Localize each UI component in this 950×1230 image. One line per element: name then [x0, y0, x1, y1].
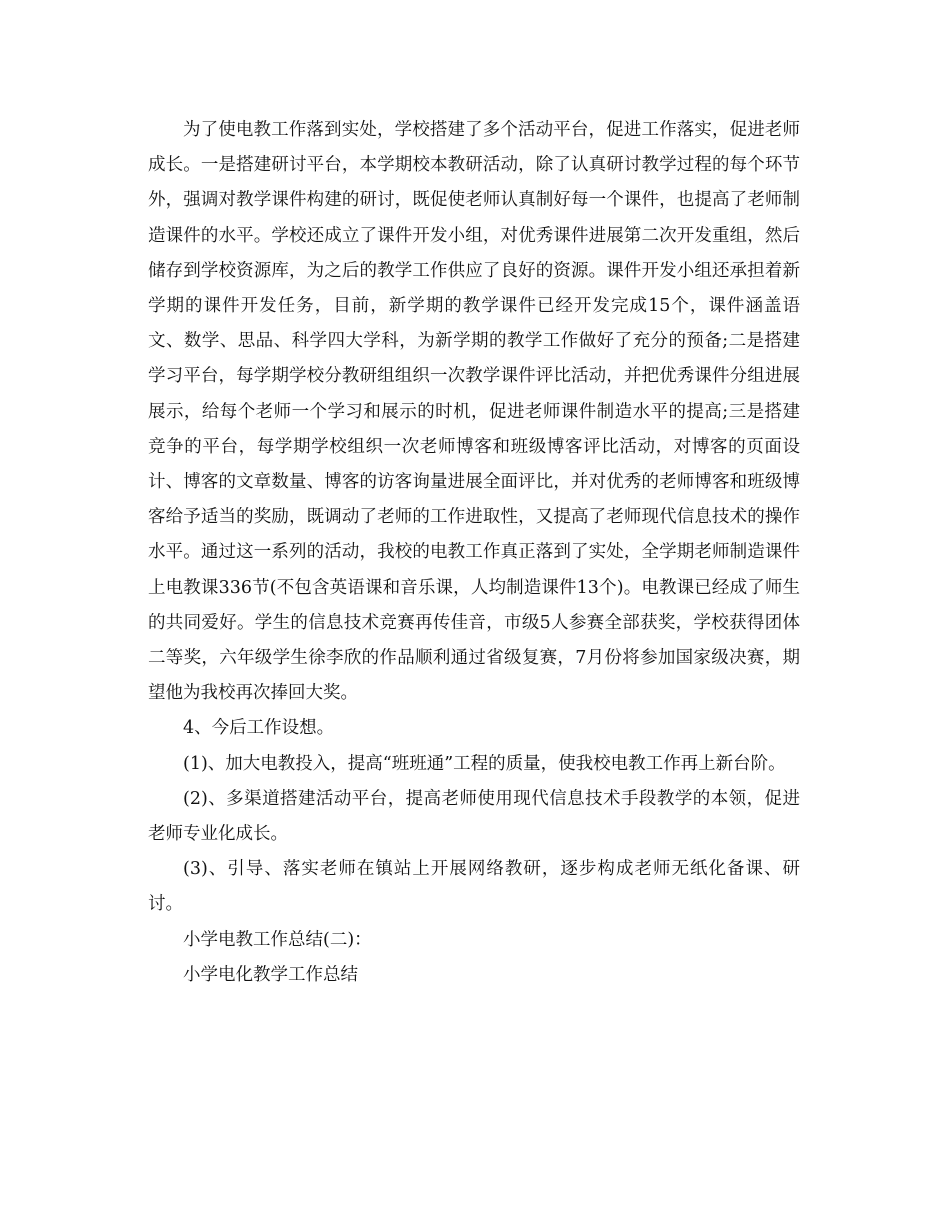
body-paragraph-platforms: 为了使电教工作落到实处，学校搭建了多个活动平台，促进工作落实，促进老师成长。一是搭建研讨平台，本学期校本教研活动，除了认真研讨教学过程的每个环节外，强调对教学课件构建的研讨，既促使老师认真制好每一个课件，也提高了老师制造课件的水平。学校还成立了课件开发小组，对优秀课件进展第二次开发重组，然后储存到学校资源库，为之后的教学工作供应了良好的资源。课件开发小组还承担着新学期的课件开发任务，目前，新学期的教学课件已经开发完成15个，课件涵盖语文、数学、思品、科学四大学科，为新学期的教学工作做好了充分的预备;二是搭建学习平台，每学期学校分教研组组织一次教学课件评比活动，并把优秀课件分组进展展示，给每个老师一个学习和展示的时机，促进老师课件制造水平的提高;三是搭建竞争的平台，每学期学校组织一次老师博客和班级博客评比活动，对博客的页面设计、博客的文章数量、博客的访客询量进展全面评比，并对优秀的老师博客和班级博客给予适当的奖励，既调动了老师的工作进取性，又提高了老师现代信息技术的操作水平。通过这一系列的活动，我校的电教工作真正落到了实处，全学期老师制造课件上电教课336节(不包含英语课和音乐课，人均制造课件13个)。电教课已经成了师生的共同爱好。学生的信息技术竞赛再传佳音，市级5人参赛全部获奖，学校获得团体二等奖，六年级学生徐李欣的作品顺利通过省级复赛，7月份将参加国家级决赛，期望他为我校再次捧回大奖。 — [148, 120, 800, 704]
plan-item-3: (3)、引导、落实老师在镇站上开展网络教研，逐步构成老师无纸化备课、研讨。 — [148, 859, 800, 915]
plan-item-1: (1)、加大电教投入，提高“班班通”工程的质量，使我校电教工作再上新台阶。 — [183, 753, 786, 774]
summary-part-two-heading: 小学电教工作总结(二)： — [183, 929, 372, 950]
document-page — [148, 113, 800, 993]
section-heading-future-plans: 4、今后工作设想。 — [183, 718, 335, 739]
summary-title: 小学电化教学工作总结 — [183, 964, 358, 985]
plan-item-2: (2)、多渠道搭建活动平台，提高老师使用现代信息技术手段教学的本领，促进老师专业化成长。 — [148, 788, 800, 845]
